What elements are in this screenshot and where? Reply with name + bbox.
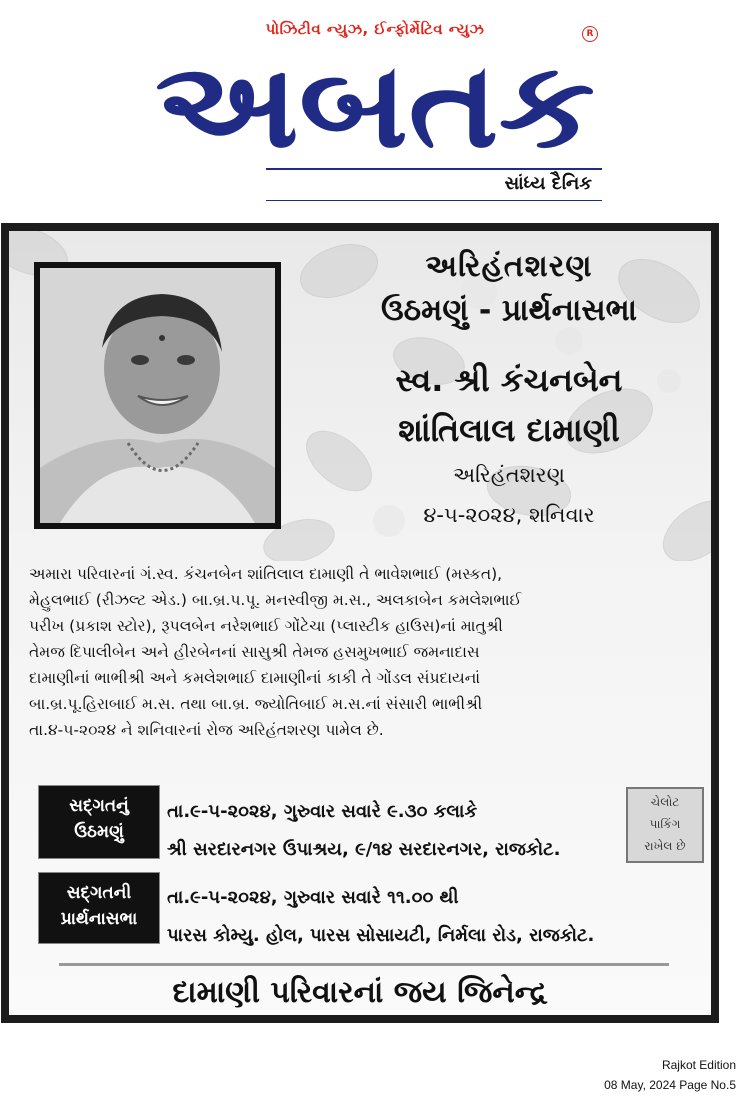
obituary-ad-inner	[9, 231, 711, 1015]
parking-note-line-3: રાખેલ છે	[644, 839, 686, 853]
body-line: તા.૪-૫-૨૦૨૪ ને શનિવારનાં રોજ અરિહંતશરણ પામેલ છે.	[29, 721, 384, 739]
edition-info	[604, 1055, 736, 1095]
masthead-subtitle: સાંધ્ય દૈનિક	[504, 173, 592, 194]
prayer-label-line-1: સદ્ગતની	[66, 883, 132, 903]
family-footer: દામાણી પરિવારનાં જય જિનેન્દ્ર	[172, 975, 548, 1010]
body-line: બા.બ્ર.પૂ.હિરાબાઈ મ.સ. તથા બા.બ્ર. જ્યોતિબાઈ મ.સ.નાં સંસારી ભાભીશ્રી	[29, 695, 483, 713]
status-text: અરિહંતશરણ	[453, 463, 565, 487]
edition-name: Rajkot Edition	[661, 1058, 736, 1072]
footer-divider	[59, 963, 669, 966]
parking-note-line-1: ચેલોટ	[650, 795, 680, 809]
uthamanu-place: શ્રી સરદારનગર ઉપાશ્રય, ૯/૧૪ સરદારનગર, રાજકોટ.	[167, 839, 561, 860]
heading-uthamanu-prarthnasabha: ઉઠમણું - પ્રાર્થનાસભા	[381, 293, 637, 328]
body-line: મેહુલભાઈ (રીઝલ્ટ એડ.) બા.બ્ર.પ.પૂ. મનસ્વીજી મ.સ., અલકાબેન કમલેશભાઈ	[29, 591, 522, 609]
uthamanu-label-line-1: સદ્ગતનું	[69, 796, 129, 816]
body-line: અમારા પરિવારનાં ગં.સ્વ. કંચનબેન શાંતિલાલ દામાણી તે ભાવેશભાઈ (મસ્કત),	[29, 565, 503, 583]
body-line: તેમજ દિપાલીબેન અને હીરબેનનાં સાસુશ્રી તેમજ હસમુખભાઈ જમનાદાસ	[29, 643, 480, 661]
logo-underline	[266, 168, 602, 170]
portrait-frame	[34, 262, 281, 529]
prayer-time: તા.૯-૫-૨૦૨૪, ગુરુવાર સવારે ૧૧.૦૦ થી	[167, 887, 459, 908]
parking-note-line-2: પાકિંગ	[649, 817, 681, 831]
parking-note	[626, 787, 704, 863]
registered-mark-icon: R	[582, 26, 598, 42]
obituary-ad	[1, 223, 719, 1023]
deceased-name-line-1: સ્વ. શ્રી કંચનબેન	[395, 361, 623, 399]
prayer-meeting-label	[39, 873, 159, 943]
uthamanu-time: તા.૯-૫-૨૦૨૪, ગુરુવાર સવારે ૯.૩૦ કલાકે	[167, 801, 478, 822]
death-date: ૪-૫-૨૦૨૪, શનિવાર	[423, 503, 595, 527]
uthamanu-label	[39, 786, 159, 858]
masthead-tagline: પોઝિટીવ ન્યુઝ, ઈન્ફોર્મેટિવ ન્યુઝ	[265, 20, 485, 38]
deceased-name-line-2: શાંતિલાલ દામાણી	[398, 411, 620, 449]
abtak-logo	[150, 42, 600, 160]
body-line: પરીખ (પ્રકાશ સ્ટોર), રૂપલબેન નરેશભાઈ ગોંટેચા (પ્લાસ્ટીક હાઉસ)નાં માતુશ્રી	[29, 617, 503, 635]
portrait-photo	[40, 268, 275, 523]
edition-date-page: 08 May, 2024 Page No.5	[604, 1078, 736, 1092]
logo-bottom-rule	[266, 200, 602, 201]
uthamanu-label-line-2: ઉઠમણું	[74, 822, 124, 842]
obituary-body	[29, 561, 699, 743]
heading-arihantsharan: અરિહંતશરણ	[425, 249, 593, 284]
body-line: દામાણીનાં ભાભીશ્રી અને કમલેશભાઈ દામાણીનાં કાકી તે ગોંડલ સંપ્રદાયનાં	[29, 669, 481, 687]
prayer-label-line-2: પ્રાર્થનાસભા	[60, 909, 138, 929]
portrait-image	[40, 268, 275, 523]
logo-text: અબતક	[155, 42, 595, 160]
prayer-place: પારસ કોમ્યુ. હોલ, પારસ સોસાયટી, નિર્મલા રોડ, રાજકોટ.	[167, 925, 595, 946]
masthead	[150, 18, 600, 203]
